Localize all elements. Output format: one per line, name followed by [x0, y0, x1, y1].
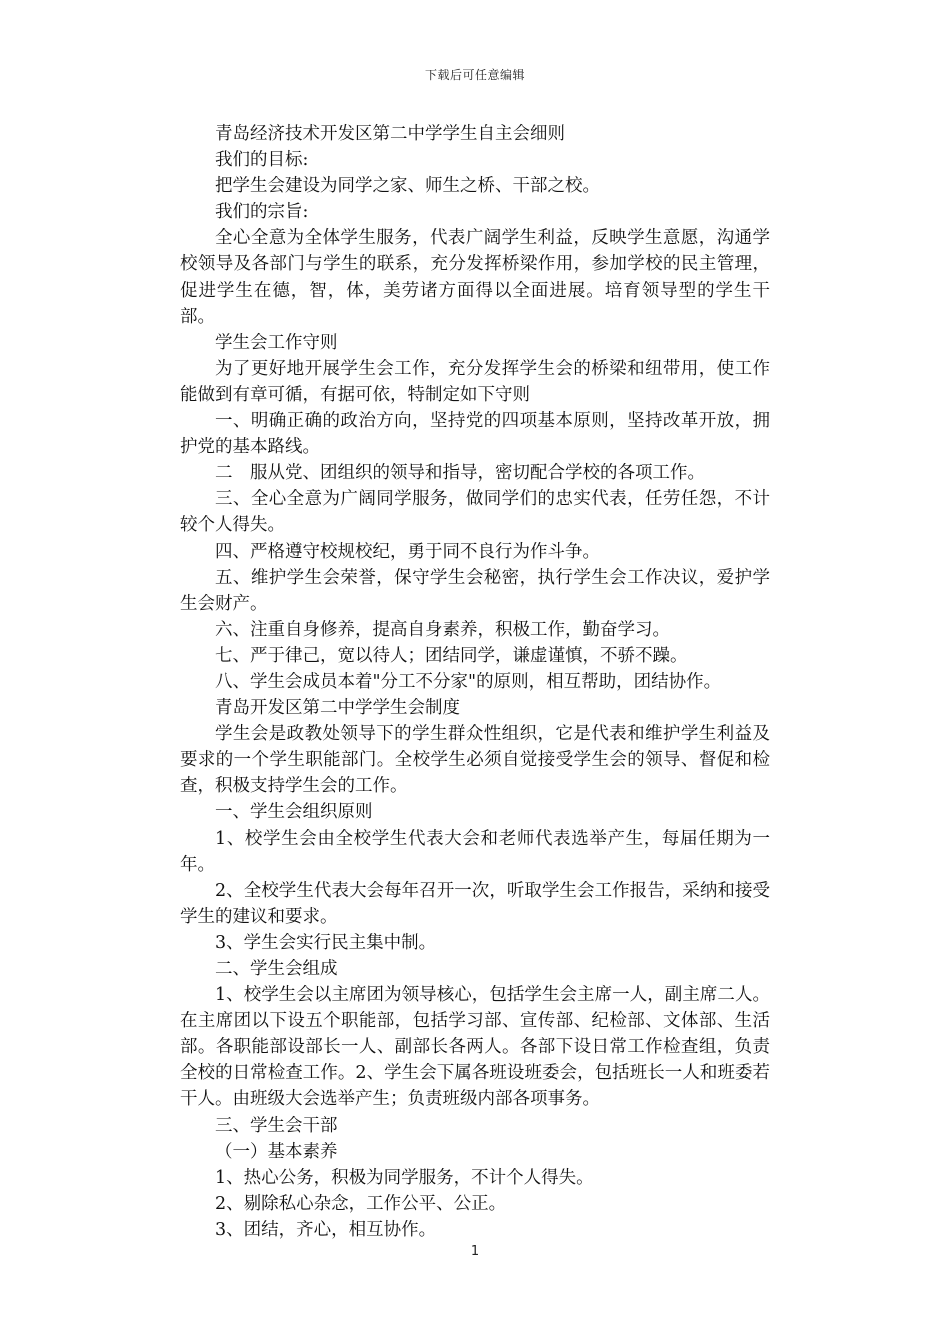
document-body: [180, 121, 770, 1243]
purpose-text: 全心全意为全体学生服务，代表广阔学生利益，反映学生意愿，沟通学校领导及各部门与学生的联系，充分发挥桥梁作用，参加学校的民主管理，促进学生在德，智，体，美劳诸方面得以全面进展。培育领导型的学生干部。: [180, 228, 770, 327]
section-item: 1、校学生会由全校学生代表大会和老师代表选举产生，每届任期为一年。: [180, 828, 770, 875]
goal-heading: 我们的目标:: [215, 150, 309, 171]
section-item: 2、剔除私心杂念，工作公平、公正。: [215, 1193, 507, 1214]
rule-item: 三、全心全意为广阔同学服务，做同学们的忠实代表，任劳任怨，不计较个人得失。: [180, 489, 770, 536]
header-note: 下载后可任意编辑: [424, 68, 525, 82]
goal-text: 把学生会建设为同学之家、师生之桥、干部之校。: [215, 176, 600, 197]
rule-item: 四、严格遵守校规校纪，勇于同不良行为作斗争。: [215, 541, 600, 562]
document-title: 青岛经济技术开发区第二中学学生自主会细则: [215, 124, 565, 144]
rule-item: 七、严于律己，宽以待人；团结同学，谦虚谨慎，不骄不躁。: [215, 645, 688, 666]
rule-item: 二 服从党、团组织的领导和指导，密切配合学校的各项工作。: [215, 463, 705, 484]
system-heading: 青岛开发区第二中学学生会制度: [215, 698, 460, 719]
page-number: 1: [470, 1244, 480, 1259]
section-item: 1、热心公务，积极为同学服务，不计个人得失。: [215, 1167, 594, 1188]
section-heading: 一、学生会组织原则: [215, 802, 373, 823]
rule-item: 一、明确正确的政治方向，坚持党的四项基本原则，坚持改革开放，拥护党的基本路线。: [180, 411, 770, 458]
purpose-heading: 我们的宗旨:: [215, 202, 309, 223]
section-heading: 二、学生会组成: [215, 959, 338, 979]
section-heading: 三、学生会干部: [215, 1115, 338, 1136]
rule-item: 六、注重自身修养，提高自身素养，积极工作，勤奋学习。: [215, 619, 670, 640]
section-item: 1、校学生会以主席团为领导核心，包括学生会主席一人，副主席二人。在主席团以下设五个职能部，包括学习部、宣传部、纪检部、文体部、生活部。各职能部设部长一人、副部长各两人。各部下设日常工作检查组，负责全校的日常检查工作。2、学生会下属各班设班委会，包括班长一人和班委若干人。由班级大会选举产生；负责班级内部各项事务。: [180, 985, 770, 1110]
rule-item: 八、学生会成员本着"分工不分家"的原则，相互帮助，团结协作。: [215, 671, 722, 692]
section-item: 2、全校学生代表大会每年召开一次，听取学生会工作报告，采纳和接受学生的建议和要求。: [180, 880, 770, 927]
system-intro: 学生会是政教处领导下的学生群众性组织，它是代表和维护学生利益及要求的一个学生职能部门。全校学生必须自觉接受学生会的领导、督促和检查，积极支持学生会的工作。: [180, 724, 770, 797]
rules-intro: 为了更好地开展学生会工作，充分发挥学生会的桥梁和纽带用，使工作能做到有章可循，有据可依，特制定如下守则: [180, 358, 770, 405]
section-item: 3、学生会实行民主集中制。: [215, 932, 437, 953]
rules-heading: 学生会工作守则: [215, 332, 338, 353]
section-item: 3、团结，齐心，相互协作。: [215, 1219, 437, 1240]
subsection-heading: （一）基本素养: [215, 1141, 338, 1162]
rule-item: 五、维护学生会荣誉，保守学生会秘密，执行学生会工作决议，爱护学生会财产。: [180, 567, 770, 614]
